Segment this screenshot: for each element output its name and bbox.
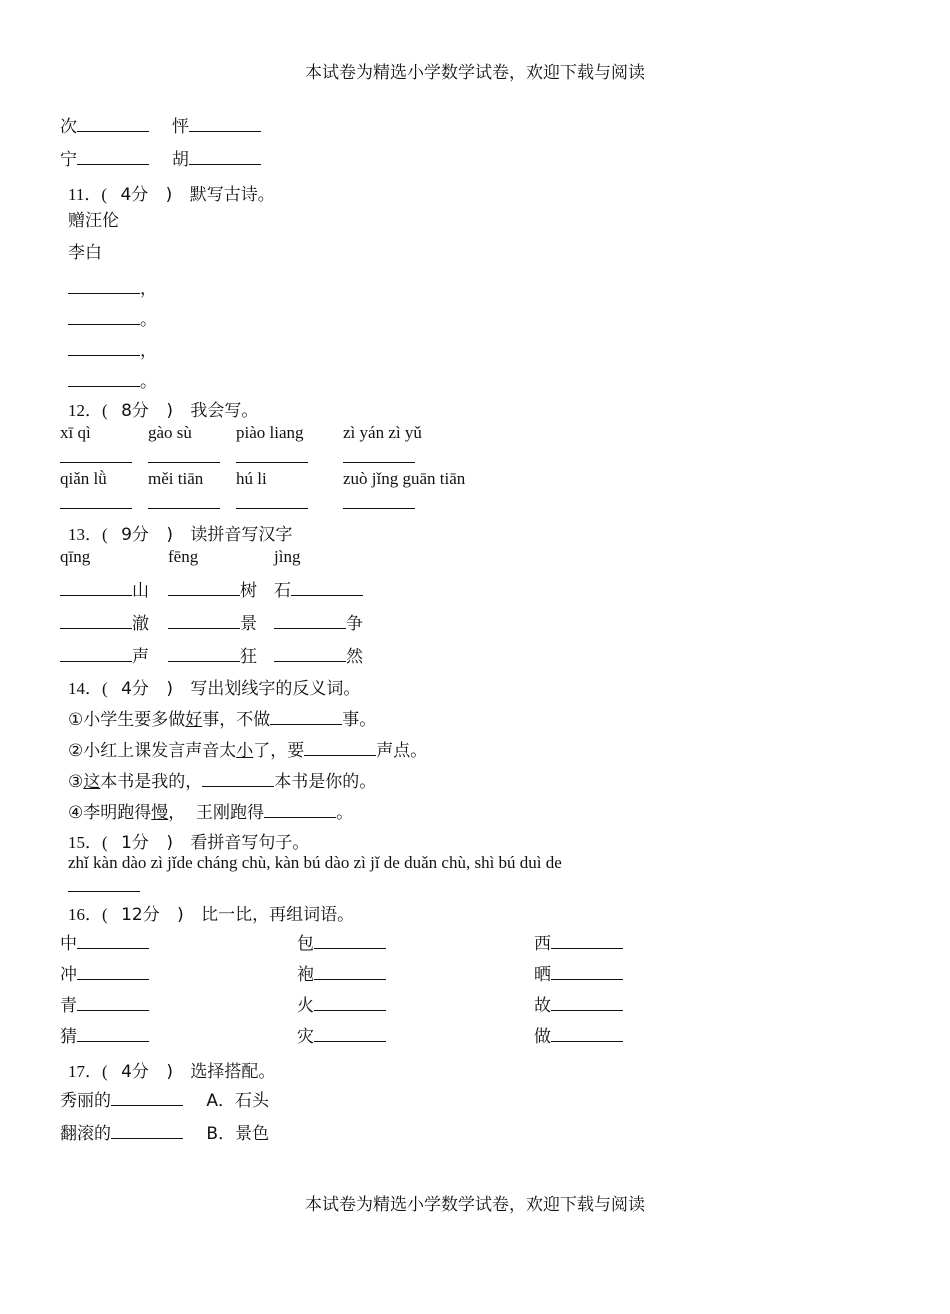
char: 宁	[60, 150, 77, 170]
word-cell	[534, 929, 623, 954]
word-cell	[297, 1022, 386, 1047]
answer-blank[interactable]	[60, 580, 132, 596]
answer-blank[interactable]	[314, 1026, 386, 1042]
poem-line	[68, 336, 157, 361]
answer-blank[interactable]	[168, 646, 240, 662]
paren: )	[177, 905, 184, 925]
char: 中	[60, 934, 77, 954]
text: 了，要	[253, 741, 305, 761]
answer-blank[interactable]	[314, 995, 386, 1011]
poem-line	[68, 367, 157, 392]
question-title: 读拼音写汉字	[190, 525, 293, 545]
text: 声点。	[376, 741, 428, 761]
answer-blank[interactable]	[60, 447, 132, 463]
char: 灾	[297, 1027, 314, 1047]
match-left: 秀丽的	[60, 1091, 111, 1111]
score: 8分	[121, 401, 149, 421]
pinyin: piào liang	[236, 423, 304, 442]
score: 12分	[121, 905, 160, 925]
paren: )	[166, 1062, 173, 1082]
char: 澈	[132, 614, 149, 634]
answer-blank[interactable]	[551, 1026, 623, 1042]
char: 青	[60, 996, 77, 1016]
question-13-heading	[68, 520, 292, 545]
answer-blank[interactable]	[343, 447, 415, 463]
answer-blank[interactable]	[111, 1090, 183, 1106]
question-14-heading	[68, 674, 360, 699]
pinyin: gào sù	[148, 423, 192, 442]
pinyin: xī qì	[60, 423, 91, 442]
answer-blank[interactable]	[314, 964, 386, 980]
punct: ，	[140, 341, 157, 361]
fill-row	[274, 609, 363, 634]
fill-row	[274, 576, 363, 601]
pinyin: zì yán zì yǔ	[343, 423, 422, 442]
answer-blank[interactable]	[168, 580, 240, 596]
paren: )	[166, 833, 173, 853]
answer-blank[interactable]	[77, 933, 149, 949]
underlined-char: 好	[185, 710, 203, 730]
answer-blank[interactable]	[551, 995, 623, 1011]
paren: )	[166, 401, 173, 421]
char: 山	[132, 581, 149, 601]
fill-row	[274, 642, 363, 667]
question-number: 16．(	[68, 905, 108, 924]
punct: 。	[140, 372, 157, 392]
pinyin: zuò jǐng guān tiān	[343, 469, 466, 488]
answer-blank[interactable]	[68, 309, 140, 325]
answer-blank[interactable]	[291, 580, 363, 596]
fill-row	[168, 576, 257, 601]
text: 本书是你的。	[274, 772, 377, 792]
poem-title: 赠汪伦	[68, 211, 119, 231]
question-number: 12．(	[68, 401, 108, 420]
char: 争	[346, 614, 363, 634]
word-cell	[534, 1022, 623, 1047]
sentence	[68, 767, 376, 792]
answer-blank[interactable]	[274, 613, 346, 629]
score: 1分	[121, 833, 149, 853]
word-cell	[60, 991, 149, 1016]
question-title: 看拼音写句子。	[190, 833, 310, 853]
answer-blank[interactable]	[77, 995, 149, 1011]
answer-blank[interactable]	[189, 149, 261, 165]
answer-blank[interactable]	[304, 740, 376, 756]
answer-blank[interactable]	[202, 771, 274, 787]
word-cell	[297, 929, 386, 954]
char: 怦	[171, 117, 189, 137]
char: 猜	[60, 1027, 77, 1047]
text: 事，不做	[202, 710, 271, 730]
answer-blank[interactable]	[168, 613, 240, 629]
answer-blank[interactable]	[343, 493, 415, 509]
word-row	[60, 112, 261, 137]
answer-blank[interactable]	[60, 493, 132, 509]
char: 晒	[534, 965, 551, 985]
underlined-char: 小	[236, 741, 254, 761]
pinyin: fēng	[168, 547, 199, 566]
question-title: 写出划线字的反义词。	[190, 679, 361, 699]
pinyin: měi tiān	[148, 469, 204, 488]
char: 次	[60, 117, 77, 137]
answer-blank[interactable]	[264, 802, 336, 818]
char: 包	[297, 934, 314, 954]
match-row	[60, 1119, 269, 1144]
answer-blank[interactable]	[274, 646, 346, 662]
text: ④李明跑得	[68, 803, 152, 823]
question-number: 13．(	[68, 525, 108, 544]
char: 然	[346, 647, 363, 667]
question-number: 15．(	[68, 833, 108, 852]
answer-blank[interactable]	[68, 278, 140, 294]
answer-blank[interactable]	[148, 447, 220, 463]
question-11-heading	[68, 180, 275, 205]
fill-row	[60, 576, 149, 601]
answer-blank[interactable]	[551, 964, 623, 980]
answer-blank[interactable]	[68, 371, 140, 387]
fill-row	[168, 642, 257, 667]
question-16-heading	[68, 900, 354, 925]
char: 冲	[60, 965, 77, 985]
question-17-heading	[68, 1057, 275, 1082]
word-row	[60, 145, 261, 170]
question-title: 比一比，再组词语。	[201, 905, 355, 925]
char: 景	[240, 614, 257, 634]
question-title: 我会写。	[190, 401, 259, 421]
text: 本书是我的，	[100, 772, 203, 792]
pinyin: qīng	[60, 547, 91, 566]
char: 西	[534, 934, 551, 954]
text: 。	[336, 803, 354, 823]
answer-blank[interactable]	[60, 646, 132, 662]
poem-line	[68, 305, 157, 330]
question-15-heading	[68, 828, 309, 853]
answer-blank[interactable]	[270, 709, 342, 725]
sentence	[68, 736, 427, 761]
char: 故	[534, 996, 551, 1016]
score: 4分	[121, 679, 149, 699]
text: ②小红上课发言声音太	[68, 741, 237, 761]
answer-blank[interactable]	[77, 116, 149, 132]
fill-row	[60, 609, 149, 634]
score: 9分	[121, 525, 149, 545]
text: ①小学生要多做	[68, 710, 186, 730]
char: 火	[297, 996, 314, 1016]
answer-blank[interactable]	[551, 933, 623, 949]
question-number: 17．(	[68, 1062, 108, 1081]
answer-blank[interactable]	[148, 493, 220, 509]
text: 事。	[342, 710, 377, 730]
question-title: 选择搭配。	[190, 1062, 276, 1082]
answer-blank[interactable]	[189, 116, 261, 132]
answer-blank[interactable]	[77, 1026, 149, 1042]
pinyin-sentence: zhǐ kàn dào zì jǐde cháng chù, kàn bú dào zì jǐ de duǎn chù, shì bú duì de	[68, 853, 562, 872]
page-header: 本试卷为精选小学数学试卷，欢迎下载与阅读	[305, 63, 645, 83]
answer-blank[interactable]	[111, 1123, 183, 1139]
question-12-heading	[68, 396, 258, 421]
answer-blank[interactable]	[314, 933, 386, 949]
sentence	[68, 705, 376, 730]
word-cell	[60, 1022, 149, 1047]
answer-blank[interactable]	[236, 447, 308, 463]
text: ， 王刚跑得	[168, 803, 265, 823]
word-cell	[297, 960, 386, 985]
answer-blank[interactable]	[68, 876, 140, 892]
text: ③	[68, 772, 84, 792]
match-left: 翻滚的	[60, 1124, 111, 1144]
word-cell	[534, 991, 623, 1016]
punct: 。	[140, 310, 157, 330]
char: 做	[534, 1027, 551, 1047]
word-cell	[534, 960, 623, 985]
score: 4分	[120, 185, 149, 205]
punct: ，	[140, 279, 157, 299]
pinyin: qiǎn lǜ	[60, 469, 107, 488]
char: 狂	[240, 647, 257, 667]
question-title: 默写古诗。	[189, 185, 275, 205]
fill-row	[168, 609, 257, 634]
match-option: B．景色	[206, 1124, 270, 1144]
underlined-char: 这	[83, 772, 101, 792]
paren: )	[165, 185, 173, 205]
pinyin: hú li	[236, 469, 267, 488]
match-option: A．石头	[206, 1091, 270, 1111]
question-number: 11．(	[68, 185, 108, 204]
question-number: 14．(	[68, 679, 108, 698]
underlined-char: 慢	[151, 803, 169, 823]
answer-blank[interactable]	[60, 613, 132, 629]
poem-line	[68, 274, 157, 299]
word-cell	[60, 929, 149, 954]
word-cell	[60, 960, 149, 985]
paren: )	[166, 525, 173, 545]
char: 树	[240, 581, 257, 601]
sentence	[68, 798, 353, 823]
pinyin: jìng	[274, 547, 301, 566]
score: 4分	[121, 1062, 149, 1082]
answer-blank[interactable]	[77, 149, 149, 165]
word-cell	[297, 991, 386, 1016]
answer-blank[interactable]	[68, 340, 140, 356]
char: 声	[132, 647, 149, 667]
char: 袍	[297, 965, 314, 985]
answer-blank[interactable]	[77, 964, 149, 980]
char: 胡	[171, 150, 189, 170]
paren: )	[166, 679, 173, 699]
page-footer: 本试卷为精选小学数学试卷，欢迎下载与阅读	[305, 1195, 645, 1215]
fill-row	[60, 642, 149, 667]
char: 石	[274, 581, 291, 601]
answer-blank[interactable]	[236, 493, 308, 509]
poem-author: 李白	[68, 243, 102, 263]
match-row	[60, 1086, 269, 1111]
